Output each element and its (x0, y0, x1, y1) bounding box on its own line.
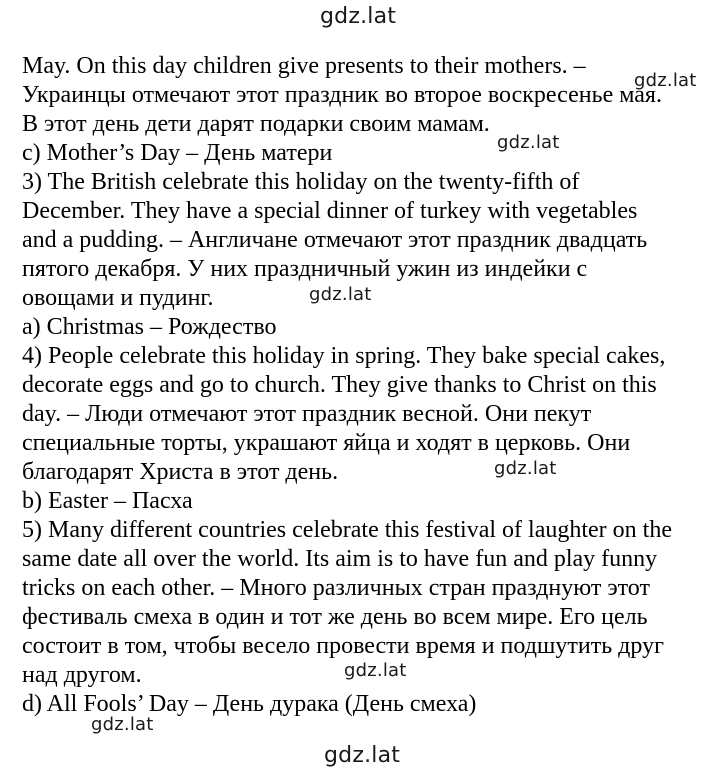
watermark-bottom: gdz.lat (324, 743, 401, 768)
watermark-4: gdz.lat (494, 458, 557, 479)
text-line-22: над другом. (22, 662, 142, 688)
watermark-6: gdz.lat (91, 714, 154, 735)
text-line-13: day. – Люди отмечают этот праздник весной. Они пекут (22, 401, 592, 427)
text-line-10: a) Christmas – Рождество (22, 314, 277, 340)
text-line-3: В этот день дети дарят подарки своим мамам. (22, 111, 490, 137)
watermark-2: gdz.lat (497, 132, 560, 153)
text-line-2: Украинцы отмечают этот праздник во второе воскресенье мая. (22, 82, 662, 108)
text-line-6: December. They have a special dinner of turkey with vegetables (22, 198, 638, 224)
text-line-15: благодарят Христа в этот день. (22, 459, 339, 485)
watermark-3: gdz.lat (309, 284, 372, 305)
text-line-19: tricks on each other. – Много различных стран празднуют этот (22, 575, 650, 601)
text-line-23: d) All Fools’ Day – День дурака (День смеха) (22, 691, 477, 717)
text-line-9: овощами и пудинг. (22, 285, 214, 311)
text-line-1: May. On this day children give presents to their mothers. – (22, 53, 586, 79)
text-line-18: same date all over the world. Its aim is to have fun and play funny (22, 546, 658, 572)
watermark-top: gdz.lat (320, 4, 397, 29)
text-line-14: специальные торты, украшают яйца и ходят в церковь. Они (22, 430, 631, 456)
text-line-8: пятого декабря. У них праздничный ужин из индейки с (22, 256, 588, 282)
watermark-1: gdz.lat (634, 70, 697, 91)
text-line-11: 4) People celebrate this holiday in spring. They bake special cakes, (22, 343, 666, 369)
text-line-16: b) Easter – Пасха (22, 488, 193, 514)
watermark-5: gdz.lat (344, 660, 407, 681)
text-line-5: 3) The British celebrate this holiday on the twenty-fifth of (22, 169, 580, 195)
text-line-4: c) Mother’s Day – День матери (22, 140, 333, 166)
text-line-21: состоит в том, чтобы весело провести время и подшутить друг (22, 633, 664, 659)
text-line-20: фестиваль смеха в один и тот же день во всем мире. Его цель (22, 604, 648, 630)
text-line-7: and a pudding. – Англичане отмечают этот праздник двадцать (22, 227, 648, 253)
text-line-12: decorate eggs and go to church. They give thanks to Christ on this (22, 372, 657, 398)
text-line-17: 5) Many different countries celebrate this festival of laughter on the (22, 517, 672, 543)
